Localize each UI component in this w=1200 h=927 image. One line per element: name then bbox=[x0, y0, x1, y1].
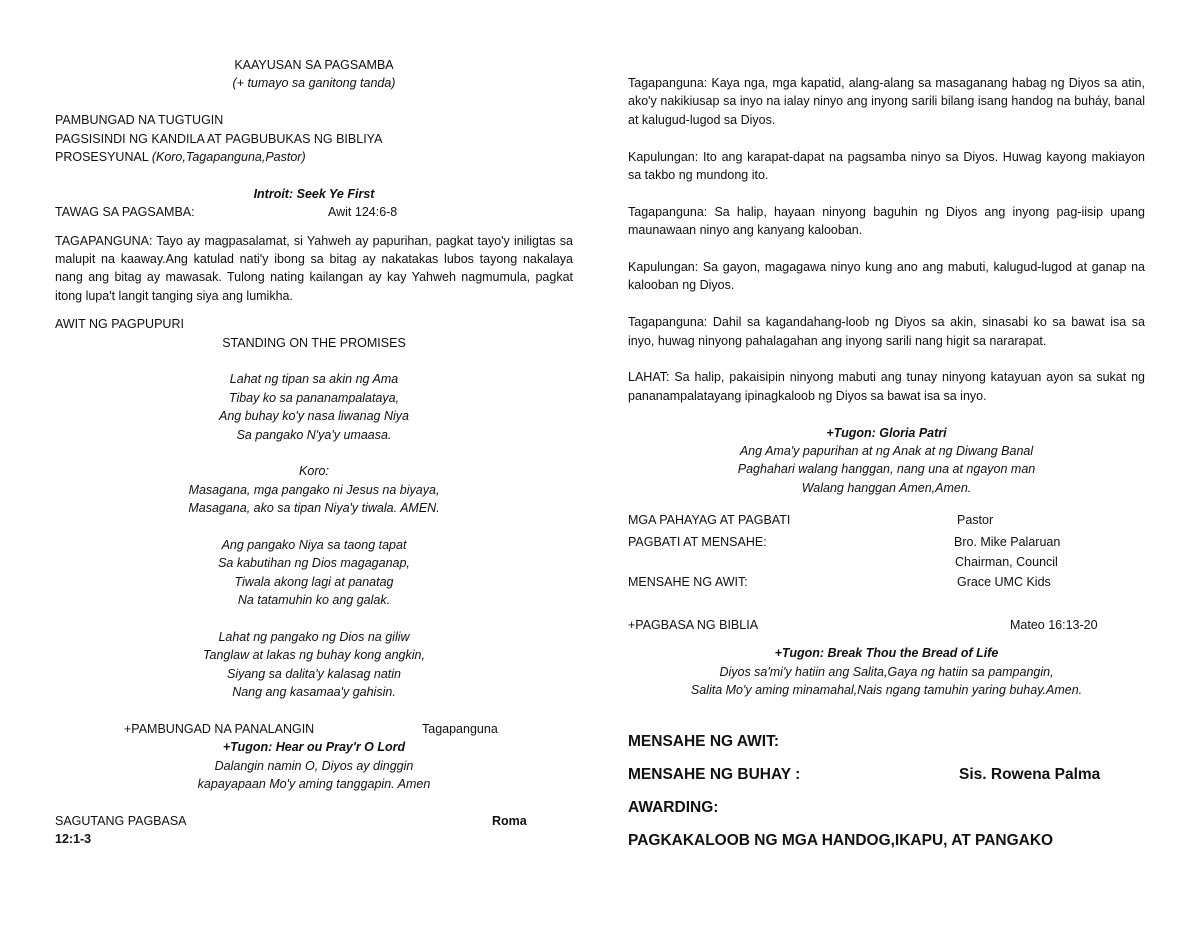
speaker-lead: Tagapanguna: bbox=[628, 76, 708, 90]
pahayag-row bbox=[628, 511, 1145, 529]
tawag-label: TAWAG SA PAGSAMBA: bbox=[55, 205, 195, 220]
prosesyunal-label: PROSESYUNAL bbox=[55, 150, 149, 165]
awarding-heading: AWARDING: bbox=[628, 799, 719, 817]
introit-line: Introit: Seek Ye First bbox=[253, 186, 375, 201]
speaker-lead: Tagapanguna: bbox=[628, 204, 708, 219]
pahayag-by: Pastor bbox=[957, 513, 994, 528]
tawag-reference: Awit 124:6-8 bbox=[328, 205, 398, 220]
mensahe-buhay-speaker: Sis. Rowena Palma bbox=[959, 766, 1101, 784]
speaker-lead: Kapulungan: bbox=[628, 149, 699, 164]
right-column bbox=[628, 74, 1145, 857]
speaker-lead: Tagapanguna: bbox=[628, 315, 708, 330]
prosesyunal-line bbox=[55, 148, 573, 166]
tagapanguna-lead: TAGAPANGUNA: bbox=[55, 233, 153, 248]
panalangin-leader: Tagapanguna bbox=[422, 722, 498, 737]
panalangin-row bbox=[55, 720, 573, 738]
stand-note: (+ tumayo sa ganitong tanda) bbox=[232, 76, 396, 91]
pagbati-label: PAGBATI AT MENSAHE: bbox=[628, 534, 767, 549]
verse-line: Ang buhay ko'y nasa liwanag Niya bbox=[218, 409, 409, 424]
verse-line: Na tatamuhin ko ang galak. bbox=[237, 593, 391, 608]
responsive-paragraph-2 bbox=[628, 148, 1145, 185]
pagbasa-reference: Mateo 16:13-20 bbox=[1010, 617, 1098, 632]
pahayag-label: MGA PAHAYAG AT PAGBATI bbox=[628, 513, 791, 528]
verse-line: Nang ang kasamaa'y gahisin. bbox=[232, 685, 396, 700]
tagapanguna-text: Tayo ay magpasalamat, si Yahweh ay papurihan, pagkat tayo'y iniligtas sa malupit na kaaway.Ang katulad nati'y ibong sa bitag ay nakatakas lubos tayong nakalaya nang ang bitag ay mawasak. Tulong nating kailangan ay kay Yahweh nagmumula, pagkat itong lupa't langit tanging siya ang lumikha. bbox=[55, 233, 573, 303]
verse-1 bbox=[55, 370, 573, 444]
bread-line: Diyos sa'mi'y hatiin ang Salita,Gaya ng hatiin sa pampangin, bbox=[719, 664, 1054, 679]
pagbati-row bbox=[628, 533, 1145, 551]
paragraph-text: Sa gayon, magagawa ninyo kung ano ang mabuti, kalugud-lugod at ganap na kalooban ng Diyos. bbox=[628, 260, 1145, 293]
bread-of-life-heading: +Tugon: Break Thou the Bread of Life bbox=[774, 646, 999, 661]
pagbasa-row bbox=[628, 616, 1145, 634]
verse-line: Tibay ko sa pananampalataya, bbox=[228, 390, 400, 405]
verse-line: Siyang sa dalita'y kalasag natin bbox=[226, 666, 402, 681]
sagutang-book: Roma bbox=[492, 814, 527, 829]
tawag-row bbox=[55, 203, 573, 221]
responsive-paragraph-4 bbox=[628, 258, 1145, 295]
bread-line: Salita Mo'y aming minamahal,Nais ngang tamuhin yaring buhay.Amen. bbox=[690, 683, 1083, 698]
responsive-paragraph-1 bbox=[628, 74, 1145, 129]
left-column bbox=[55, 56, 573, 849]
pagbati-title-row bbox=[628, 553, 1145, 571]
mensahe-awit-by: Grace UMC Kids bbox=[957, 575, 1051, 590]
pagbati-title: Chairman, Council bbox=[955, 555, 1058, 570]
chorus-line: Masagana, ako sa tipan Niya'y tiwala. AMEN. bbox=[188, 501, 440, 516]
tugon-hear-prayer: +Tugon: Hear ou Pray'r O Lord bbox=[222, 740, 406, 755]
chorus bbox=[55, 462, 573, 517]
paragraph-text: Ito ang karapat-dapat na pagsamba ninyo sa Diyos. Huwag kayong makiayon sa takbo ng mundong ito. bbox=[628, 149, 1145, 183]
responsive-paragraph-6 bbox=[628, 368, 1145, 405]
mensahe-buhay-label: MENSAHE NG BUHAY : bbox=[628, 766, 801, 784]
mensahe-awit-label: MENSAHE NG AWIT: bbox=[628, 575, 748, 590]
pagbati-by: Bro. Mike Palaruan bbox=[954, 534, 1061, 549]
pambungad-heading: PAMBUNGAD NA TUGTUGIN bbox=[55, 113, 224, 128]
verse-3 bbox=[55, 628, 573, 702]
chorus-line: Masagana, mga pangako ni Jesus na biyaya, bbox=[188, 482, 440, 497]
mensahe-buhay-row bbox=[628, 758, 1145, 791]
speaker-lead: Kapulungan: bbox=[628, 260, 699, 275]
mensahe-awit-row bbox=[628, 573, 1145, 591]
paragraph-text: Sa halip, hayaan ninyong baguhin ng Diyos ang inyong pag-iisip upang maunawaan ninyo ang kanyang kalooban. bbox=[628, 204, 1145, 238]
pagbasa-label: +PAGBASA NG BIBLIA bbox=[628, 617, 759, 632]
responsive-paragraph-3 bbox=[628, 203, 1145, 240]
speaker-lead: LAHAT: bbox=[628, 370, 670, 385]
verse-line: Lahat ng pangako ng Dios na giliw bbox=[218, 630, 410, 645]
verse-line: Ang pangako Niya sa taong tapat bbox=[221, 538, 407, 553]
sagutang-row bbox=[55, 812, 573, 830]
verse-line: Sa pangako N'ya'y umaasa. bbox=[236, 427, 392, 442]
paragraph-text: Kaya nga, mga kapatid, alang-alang sa masaganang habag ng Diyos sa atin, ako'y nakikiusap sa inyo na ialay ninyo ang inyong sarili bilang isang handog na buháy, banal at kalugud-lugod sa Diyos. bbox=[628, 76, 1145, 127]
verse-line: Tiwala akong lagi at panatag bbox=[234, 574, 394, 589]
prosesyunal-note: (Koro,Tagapanguna,Pastor) bbox=[151, 150, 306, 165]
pagsisindi-heading: PAGSISINDI NG KANDILA AT PAGBUBUKAS NG BIBLIYA bbox=[55, 131, 383, 146]
order-of-worship-title: KAAYUSAN SA PAGSAMBA bbox=[234, 58, 394, 72]
sagutang-label: SAGUTANG PAGBASA bbox=[55, 814, 187, 829]
tagapanguna-paragraph bbox=[55, 232, 573, 306]
awit-heading: AWIT NG PAGPUPURI bbox=[55, 317, 184, 332]
chorus-label: Koro: bbox=[299, 464, 329, 479]
verse-2 bbox=[55, 536, 573, 610]
response-line: Dalangin namin O, Diyos ay dinggin bbox=[214, 758, 414, 773]
gloria-line: Paghahari walang hanggan, nang una at ngayon man bbox=[737, 462, 1036, 477]
verse-line: Sa kabutihan ng Dios magaganap, bbox=[218, 556, 410, 571]
mensahe-ng-awit-heading: MENSAHE NG AWIT: bbox=[628, 733, 779, 751]
verse-line: Lahat ng tipan sa akin ng Ama bbox=[229, 372, 399, 387]
panalangin-label: +PAMBUNGAD NA PANALANGIN bbox=[124, 722, 315, 737]
response-line: kapayapaan Mo'y aming tanggapin. Amen bbox=[197, 777, 431, 792]
gloria-line: Walang hanggan Amen,Amen. bbox=[801, 480, 972, 495]
gloria-line: Ang Ama'y papurihan at ng Anak at ng Diwang Banal bbox=[739, 444, 1034, 459]
pagkakaloob-heading: PAGKAKALOOB NG MGA HANDOG,IKAPU, AT PANGAKO bbox=[628, 832, 1054, 850]
gloria-patri-heading: +Tugon: Gloria Patri bbox=[826, 425, 947, 440]
sagutang-reference: 12:1-3 bbox=[55, 832, 92, 847]
verse-line: Tanglaw at lakas ng buhay kong angkin, bbox=[203, 648, 425, 663]
paragraph-text: Dahil sa kagandahang-loob ng Diyos sa akin, sinasabi ko sa bawat isa sa inyo, huwag ninyong pahalagahan ang inyong sarili nang higit sa nararapat. bbox=[628, 315, 1145, 348]
paragraph-text: Sa halip, pakaisipin ninyong mabuti ang tunay ninyong katayuan ayon sa sukat ng pananampalatayang ipinagkaloob ng Diyos sa bawat isa sa inyo. bbox=[628, 370, 1145, 403]
responsive-paragraph-5 bbox=[628, 313, 1145, 350]
song-title: STANDING ON THE PROMISES bbox=[222, 335, 406, 350]
